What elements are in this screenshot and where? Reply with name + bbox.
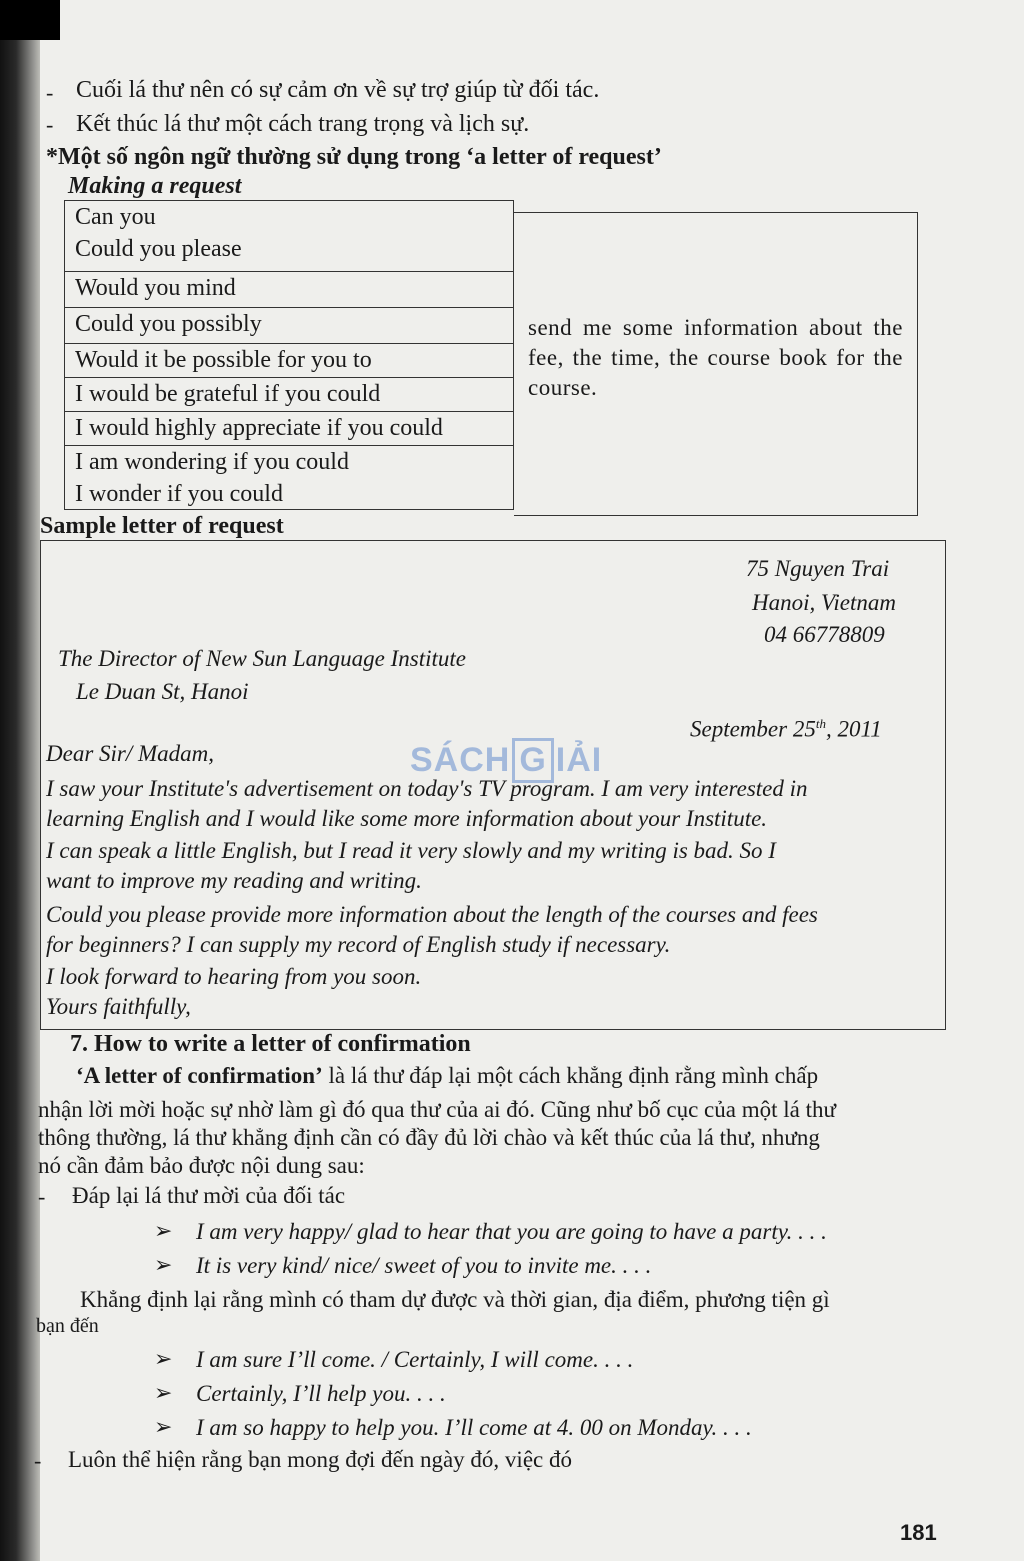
example-4: Certainly, I’ll help you. . . . bbox=[196, 1381, 446, 1406]
section7-para-line: thông thường, lá thư khẳng định cần có đầy đủ lời chào và kết thúc của lá thư, nhưng bbox=[38, 1125, 820, 1150]
section7-term: ‘A letter of confirmation’ bbox=[76, 1063, 323, 1088]
section7-para2-line-1: Khẳng định lại rằng mình có tham dự được và thời gian, địa điểm, phương tiện gì bbox=[80, 1287, 830, 1312]
letter-body-line: I saw your Institute's advertisement on today's TV program. I am very interested in bbox=[46, 776, 808, 801]
letter-body-line: Could you please provide more information about the length of the courses and fees bbox=[46, 902, 818, 927]
date-prefix: September 25 bbox=[690, 716, 816, 742]
arrow-bullet-icon: ➢ bbox=[154, 1218, 173, 1243]
request-phrase: Could you possibly bbox=[75, 311, 262, 337]
example-1: I am very happy/ glad to hear that you are going to have a party. . . . bbox=[196, 1219, 827, 1244]
intro-bullet-1: Cuối lá thư nên có sự cảm ơn về sự trợ giúp từ đối tác. bbox=[76, 77, 600, 103]
date-suffix: , 2011 bbox=[825, 716, 882, 742]
date-sup: th bbox=[815, 716, 826, 731]
watermark-boxed: G bbox=[512, 738, 553, 783]
letter-body-line: learning English and I would like some more information about your Institute. bbox=[46, 806, 768, 831]
request-phrase: I would be grateful if you could bbox=[75, 381, 381, 407]
arrow-bullet-icon: ➢ bbox=[154, 1414, 173, 1439]
example-3: I am sure I’ll come. / Certainly, I will come. . . . bbox=[196, 1347, 634, 1372]
language-heading: *Một số ngôn ngữ thường sử dụng trong ‘a letter of request’ bbox=[46, 144, 662, 170]
page-number: 181 bbox=[900, 1520, 937, 1545]
bullet-dash: - bbox=[34, 1448, 42, 1473]
page-corner bbox=[0, 0, 60, 40]
request-row-2 bbox=[65, 271, 513, 307]
language-heading-text: Một số ngôn ngữ thường sử dụng trong ‘a letter of request’ bbox=[58, 144, 662, 170]
bullet-dash: - bbox=[38, 1184, 46, 1209]
section7-bullet-1: Đáp lại lá thư mời của đối tác bbox=[72, 1183, 346, 1208]
watermark-logo bbox=[410, 738, 602, 783]
request-row-7 bbox=[65, 445, 513, 511]
section7-para-line: nó cần đảm bảo được nội dung sau: bbox=[38, 1153, 365, 1178]
letter-date bbox=[690, 716, 882, 743]
sample-heading: Sample letter of request bbox=[40, 513, 284, 539]
letter-body-line: I look forward to hearing from you soon. bbox=[46, 964, 422, 989]
request-completion-text: send me some information about the fee, the time, the course book for the course. bbox=[528, 315, 903, 400]
bullet-dash: - bbox=[46, 112, 54, 137]
watermark-left: SÁCH bbox=[410, 741, 511, 779]
section7-para2-line-2: bạn đến bbox=[36, 1315, 99, 1337]
section7-para-line-1 bbox=[76, 1062, 818, 1090]
request-phrase: Would you mind bbox=[75, 275, 236, 301]
letter-body-line: for beginners? I can supply my record of English study if necessary. bbox=[46, 932, 671, 957]
request-row-6 bbox=[65, 411, 513, 445]
watermark-right: IẢI bbox=[555, 741, 603, 779]
request-row-3 bbox=[65, 307, 513, 343]
request-row-4 bbox=[65, 343, 513, 377]
address-line-1: 75 Nguyen Trai bbox=[746, 556, 890, 581]
request-completion-cell bbox=[514, 212, 918, 516]
address-line-3: 04 66778809 bbox=[764, 622, 885, 647]
recipient-line-1: The Director of New Sun Language Institute bbox=[58, 646, 467, 671]
example-2: It is very kind/ nice/ sweet of you to invite me. . . . bbox=[196, 1253, 652, 1278]
making-request-label: Making a request bbox=[68, 173, 242, 199]
example-5: I am so happy to help you. I’ll come at 4. 00 on Monday. . . . bbox=[196, 1415, 752, 1440]
letter-body-line: I can speak a little English, but I read it very slowly and my writing is bad. So I bbox=[46, 838, 776, 863]
request-phrase: I would highly appreciate if you could bbox=[75, 415, 443, 441]
intro-bullet-2: Kết thúc lá thư một cách trang trọng và lịch sự. bbox=[76, 111, 530, 137]
section7-para-line: nhận lời mời hoặc sự nhờ làm gì đó qua thư của ai đó. Cũng như bố cục của một lá thư bbox=[38, 1097, 836, 1122]
request-phrase: I am wondering if you could bbox=[75, 449, 349, 475]
letter-body-line: want to improve my reading and writing. bbox=[46, 868, 422, 893]
arrow-bullet-icon: ➢ bbox=[154, 1380, 173, 1405]
salutation: Dear Sir/ Madam, bbox=[46, 741, 215, 766]
section7-para-text: là lá thư đáp lại một cách khẳng định rằng mình chấp bbox=[322, 1063, 819, 1088]
arrow-bullet-icon: ➢ bbox=[154, 1346, 173, 1371]
request-phrase: Would it be possible for you to bbox=[75, 347, 372, 373]
request-phrase: Can you bbox=[75, 204, 156, 230]
section7-heading: 7. How to write a letter of confirmation bbox=[70, 1031, 471, 1057]
recipient-line-2: Le Duan St, Hanoi bbox=[76, 679, 249, 704]
bullet-dash: - bbox=[46, 80, 54, 105]
book-gutter-shadow bbox=[0, 0, 40, 1561]
request-row-1 bbox=[65, 201, 513, 271]
letter-body-line: Yours faithfully, bbox=[46, 994, 191, 1019]
address-line-2: Hanoi, Vietnam bbox=[752, 590, 896, 615]
request-phrase: Could you please bbox=[75, 236, 242, 262]
arrow-bullet-icon: ➢ bbox=[154, 1252, 173, 1277]
request-phrases-table bbox=[64, 200, 514, 510]
request-row-5 bbox=[65, 377, 513, 411]
request-phrase: I wonder if you could bbox=[75, 481, 283, 507]
section7-bullet-2: Luôn thể hiện rằng bạn mong đợi đến ngày đó, việc đó bbox=[68, 1447, 572, 1472]
